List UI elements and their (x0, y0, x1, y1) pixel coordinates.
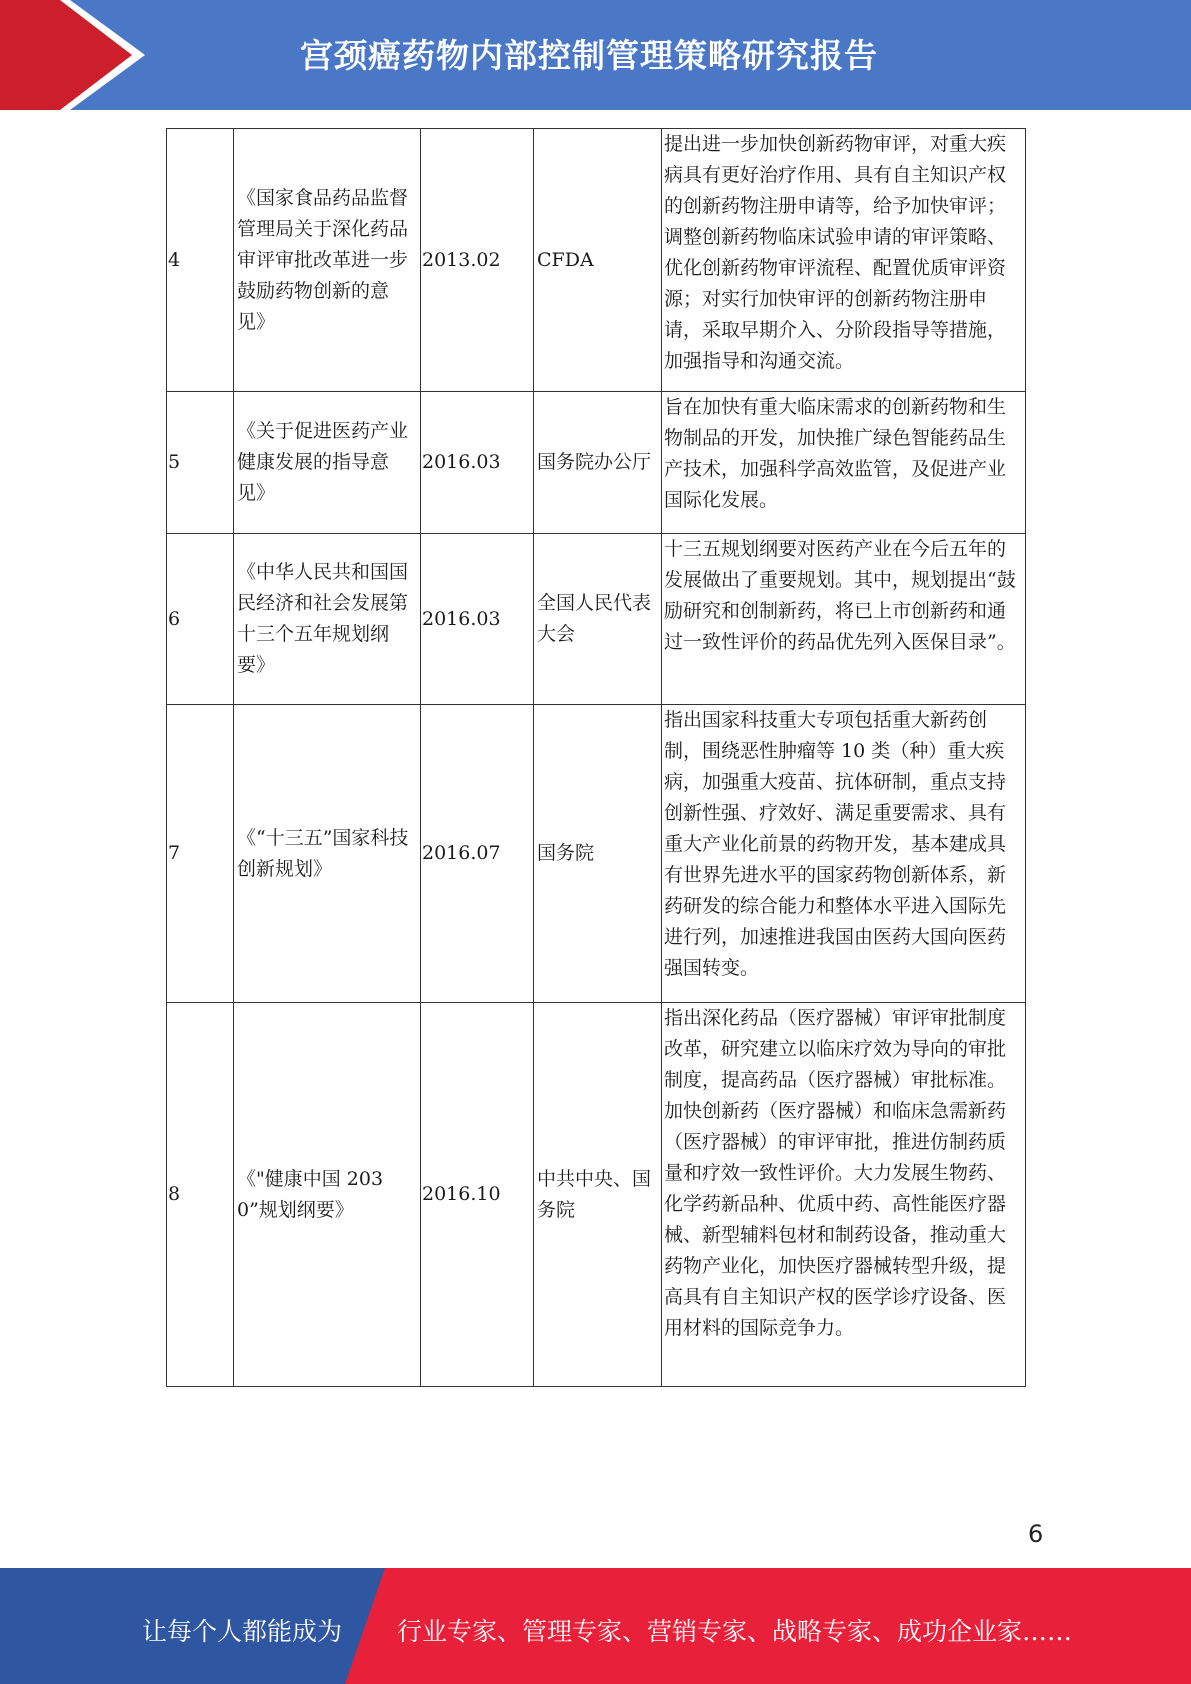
document-title: 宫颈癌药物内部控制管理策略研究报告 (300, 36, 878, 75)
policy-date: 2016.07 (421, 705, 534, 1003)
table-row (167, 534, 1026, 705)
policy-date: 2016.10 (421, 1003, 534, 1387)
row-number: 5 (167, 392, 234, 534)
row-number: 6 (167, 534, 234, 705)
policy-name: 《“十三五”国家科技创新规划》 (234, 705, 421, 1003)
policy-description: 提出进一步加快创新药物审评，对重大疾病具有更好治疗作用、具有自主知识产权的创新药物注册申请等，给予加快审评；调整创新药物临床试验申请的审评策略、优化创新药物审评流程、配置优质审评资源；对实行加快审评的创新药物注册申请，采取早期介入、分阶段指导等措施，加强指导和沟通交流。 (662, 129, 1026, 392)
issuing-body: 全国人民代表大会 (534, 534, 662, 705)
page-header (0, 0, 1191, 110)
policy-name: 《"健康中国 2030”规划纲要》 (234, 1003, 421, 1387)
table-row (167, 392, 1026, 534)
policy-description: 指出国家科技重大专项包括重大新药创制，围绕恶性肿瘤等 10 类（种）重大疾病，加强重大疫苗、抗体研制，重点支持创新性强、疗效好、满足重要需求、具有重大产业化前景的药物开发，基本建成具有世界先进水平的国家药物创新体系，新药研发的综合能力和整体水平进入国际先进行列，加速推进我国由医药大国向医药强国转变。 (662, 705, 1026, 1003)
policy-date: 2016.03 (421, 392, 534, 534)
policy-date: 2016.03 (421, 534, 534, 705)
issuing-body: 国务院办公厅 (534, 392, 662, 534)
issuing-body: 中共中央、国务院 (534, 1003, 662, 1387)
row-number: 8 (167, 1003, 234, 1387)
issuing-body: 国务院 (534, 705, 662, 1003)
policy-table (166, 128, 1026, 1387)
policy-description: 十三五规划纲要对医药产业在今后五年的发展做出了重要规划。其中，规划提出“鼓励研究和创制新药，将已上市创新药和通过一致性评价的药品优先列入医保目录”。 (662, 534, 1026, 705)
policy-name: 《国家食品药品监督管理局关于深化药品审评审批改革进一步鼓励药物创新的意见》 (234, 129, 421, 392)
footer-slogan-right: 行业专家、管理专家、营销专家、战略专家、成功企业家…… (397, 1617, 1073, 1646)
row-number: 4 (167, 129, 234, 392)
row-number: 7 (167, 705, 234, 1003)
header-chevron-graphic (0, 0, 160, 110)
policy-date: 2013.02 (421, 129, 534, 392)
page-number: 6 (1028, 1520, 1044, 1548)
page-footer (0, 1568, 1191, 1684)
table-row (167, 705, 1026, 1003)
issuing-body: CFDA (534, 129, 662, 392)
table-row (167, 1003, 1026, 1387)
table-row (167, 129, 1026, 392)
policy-name: 《中华人民共和国国民经济和社会发展第十三个五年规划纲要》 (234, 534, 421, 705)
footer-slogan-left: 让每个人都能成为 (142, 1617, 343, 1646)
policy-description: 指出深化药品（医疗器械）审评审批制度改革，研究建立以临床疗效为导向的审批制度，提高药品（医疗器械）审批标准。加快创新药（医疗器械）和临床急需新药（医疗器械）的审评审批，推进仿制药质量和疗效一致性评价。大力发展生物药、化学药新品种、优质中药、高性能医疗器械、新型辅料包材和制药设备，推动重大药物产业化，加快医疗器械转型升级，提高具有自主知识产权的医学诊疗设备、医用材料的国际竞争力。 (662, 1003, 1026, 1387)
policy-description: 旨在加快有重大临床需求的创新药物和生物制品的开发，加快推广绿色智能药品生产技术，加强科学高效监管，及促进产业国际化发展。 (662, 392, 1026, 534)
policy-name: 《关于促进医药产业健康发展的指导意见》 (234, 392, 421, 534)
